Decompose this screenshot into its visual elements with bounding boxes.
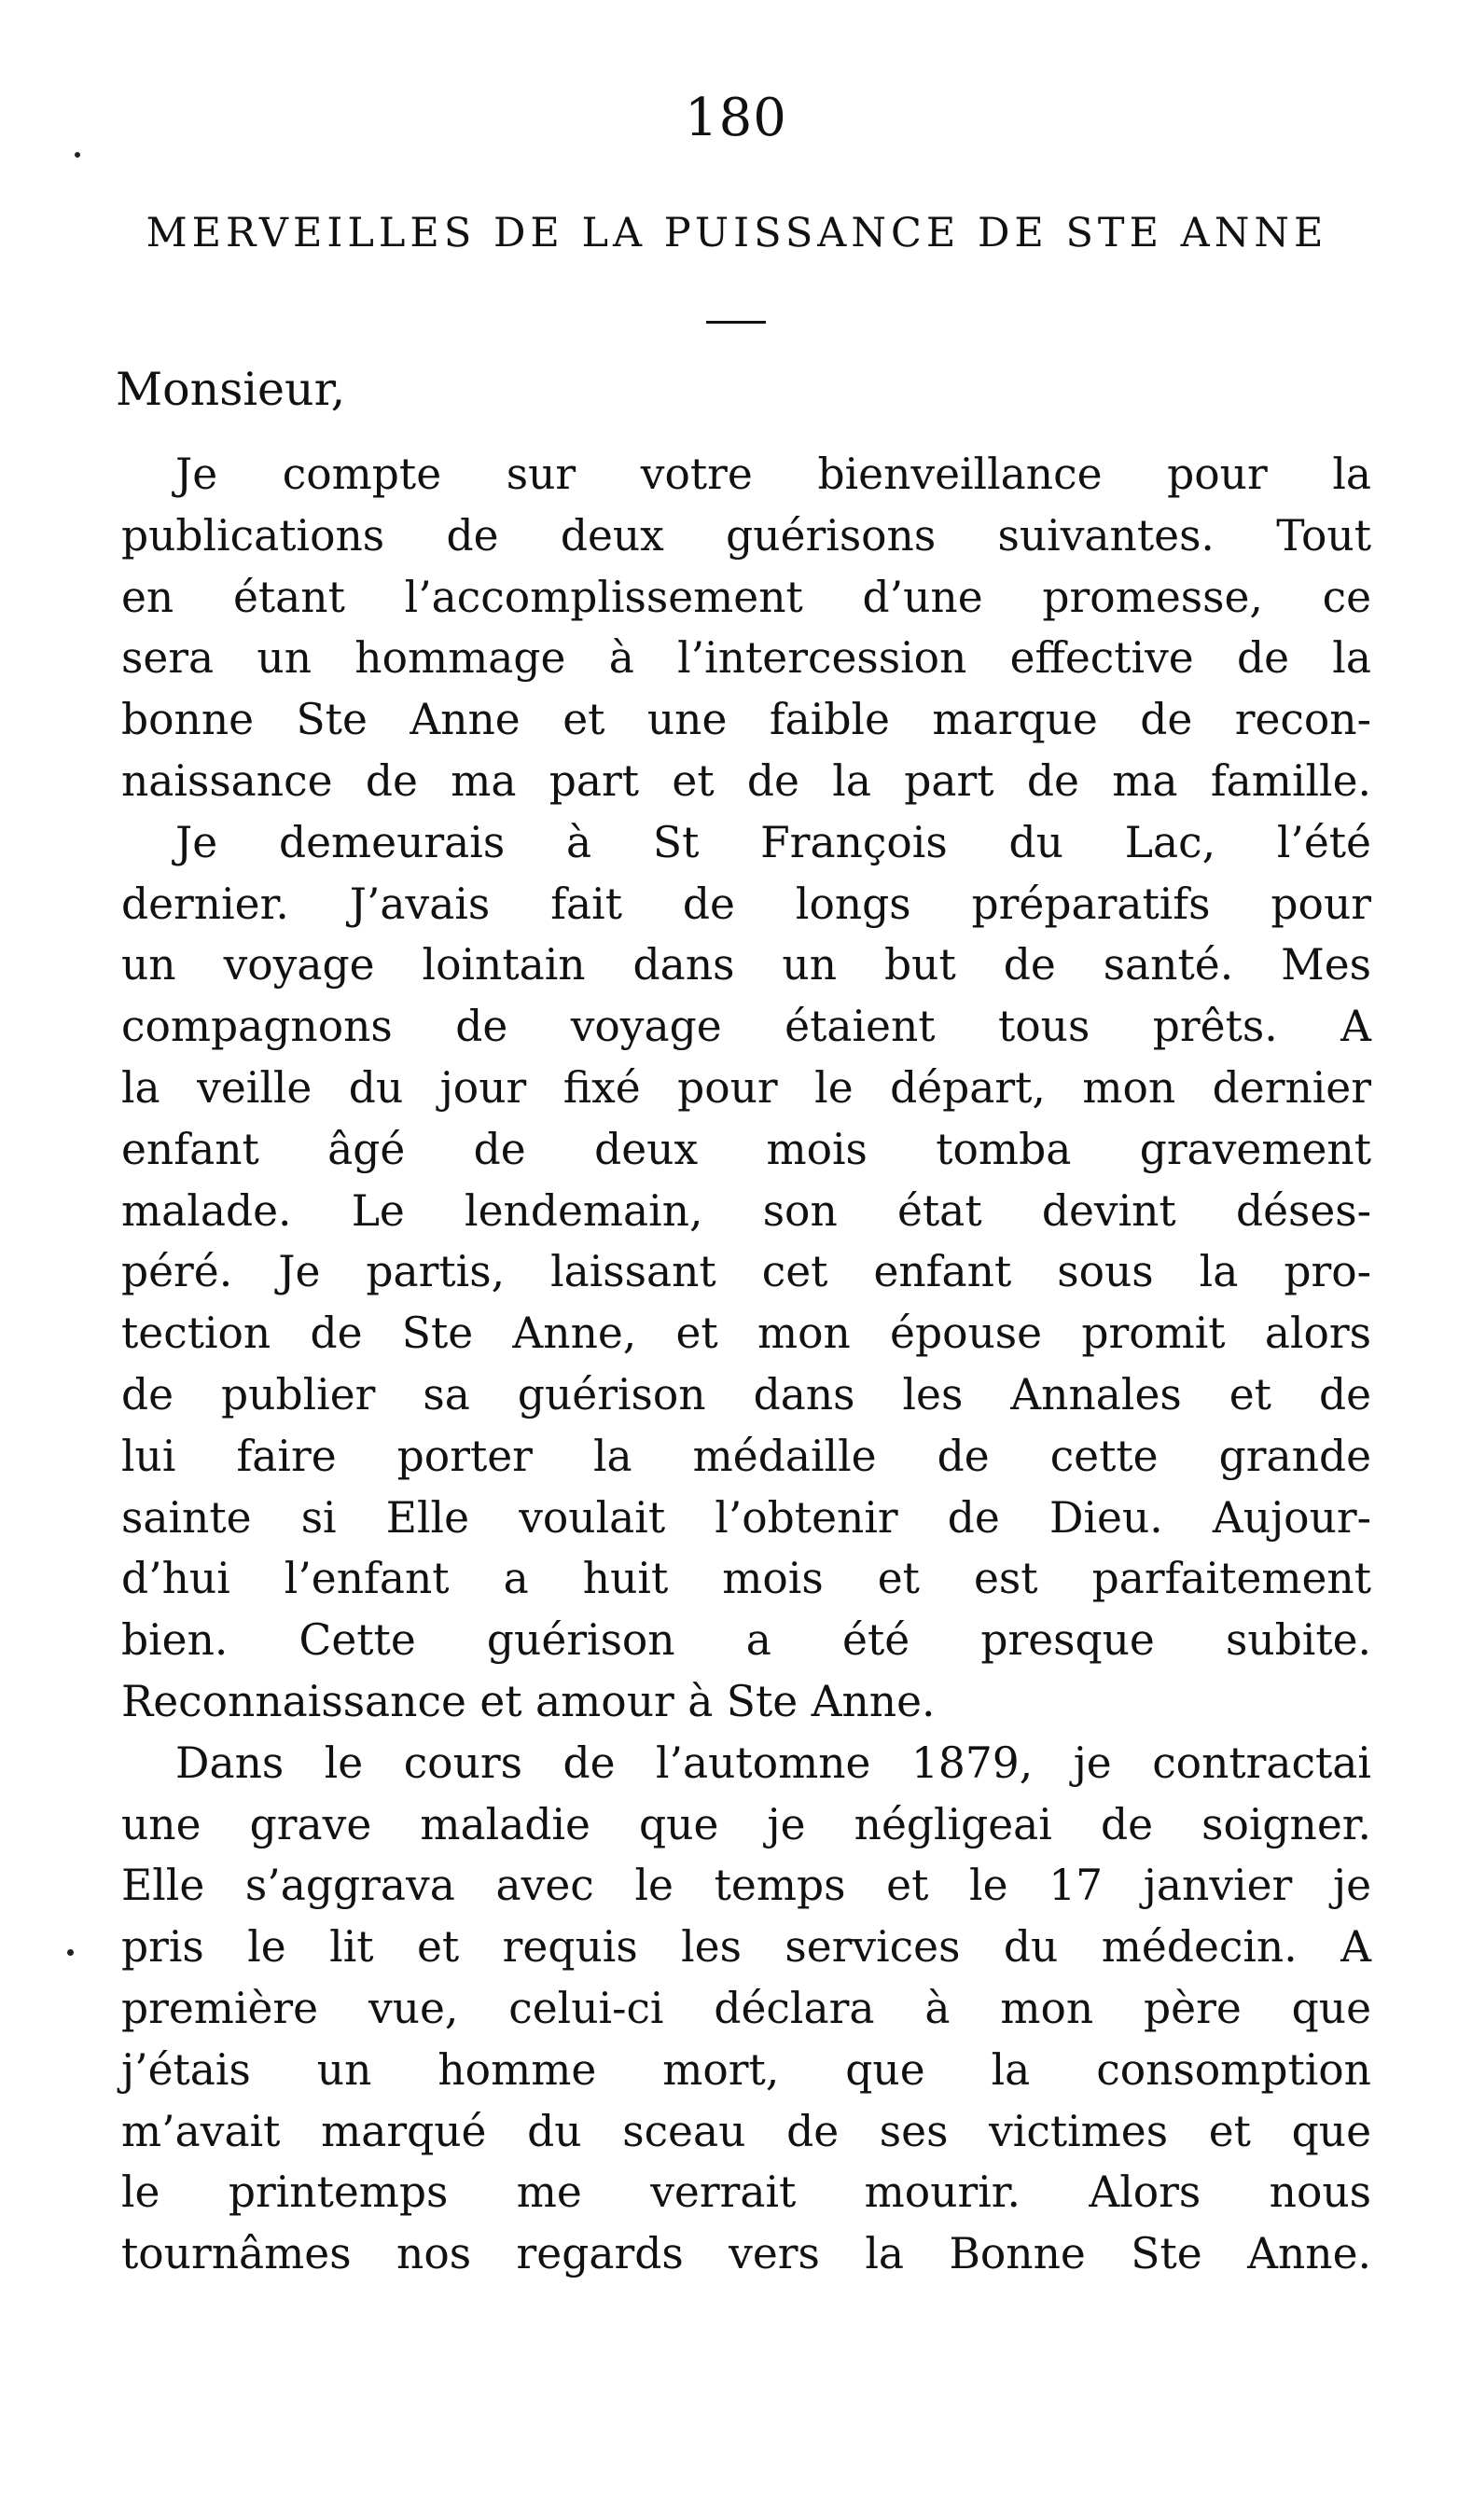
text-line: d’hui l’enfant a huit mois et est parfaitement [121, 1554, 1371, 1604]
text-line: pris le lit et requis les services du médecin. A [121, 1922, 1371, 1973]
text-line: j’étais un homme mort, que la consomption [121, 2044, 1371, 2095]
text-line: la veille du jour fixé pour le départ, mon dernier [121, 1062, 1371, 1113]
text-line: un voyage lointain dans un but de santé. Mes [121, 940, 1371, 990]
print-speck [75, 152, 80, 158]
text-line: Elle s’aggrava avec le temps et le 17 janvier je [121, 1861, 1371, 1911]
text-line: lui faire porter la médaille de cette grande [121, 1431, 1371, 1481]
text-line: en étant l’accomplissement d’une promesse, ce [121, 572, 1371, 622]
text-line: m’avait marqué du sceau de ses victimes et que [121, 2106, 1371, 2156]
body-text [121, 444, 1371, 2285]
salutation: Monsieur, [116, 363, 346, 416]
text-line: le printemps me verrait mourir. Alors nous [121, 2167, 1371, 2218]
text-line: compagnons de voyage étaient tous prêts. A [121, 1002, 1371, 1052]
text-line: Je compte sur votre bienveillance pour la [175, 450, 1371, 499]
text-line: une grave maladie que je négligeai de soigner. [121, 1799, 1371, 1849]
text-line: tournâmes nos regards vers la Bonne Ste Anne. [121, 2229, 1371, 2279]
text-line: sainte si Elle voulait l’obtenir de Dieu. Aujour- [121, 1492, 1371, 1543]
text-line: Je demeurais à St François du Lac, l’été [175, 817, 1371, 867]
page-number: 180 [685, 88, 787, 148]
print-speck [67, 1949, 74, 1956]
text-line: bonne Ste Anne et une faible marque de recon- [121, 695, 1371, 745]
text-line: publications de deux guérisons suivantes. Tout [121, 510, 1371, 561]
text-line: enfant âgé de deux mois tomba gravement [121, 1124, 1371, 1174]
text-line: sera un hommage à l’intercession effective de la [121, 633, 1371, 684]
text-line: bien. Cette guérison a été presque subite. [121, 1615, 1371, 1666]
running-head: MERVEILLES DE LA PUISSANCE DE STE ANNE [146, 210, 1328, 256]
text-line: péré. Je partis, laissant cet enfant sous la pro- [121, 1247, 1371, 1297]
text-line: Dans le cours de l’automne 1879, je contractai [175, 1738, 1371, 1788]
title-rule [706, 321, 766, 324]
text-line: première vue, celui-ci déclara à mon père que [121, 1983, 1371, 2033]
text-line: Reconnaissance et amour à Ste Anne. [121, 1676, 936, 1726]
text-line: tection de Ste Anne, et mon épouse promit alors [121, 1308, 1371, 1359]
text-line: de publier sa guérison dans les Annales et de [121, 1369, 1371, 1419]
text-line: dernier. J’avais fait de longs préparatifs pour [121, 879, 1371, 929]
text-line: malade. Le lendemain, son état devint déses- [121, 1185, 1371, 1236]
text-line: naissance de ma part et de la part de ma famille. [121, 755, 1371, 806]
